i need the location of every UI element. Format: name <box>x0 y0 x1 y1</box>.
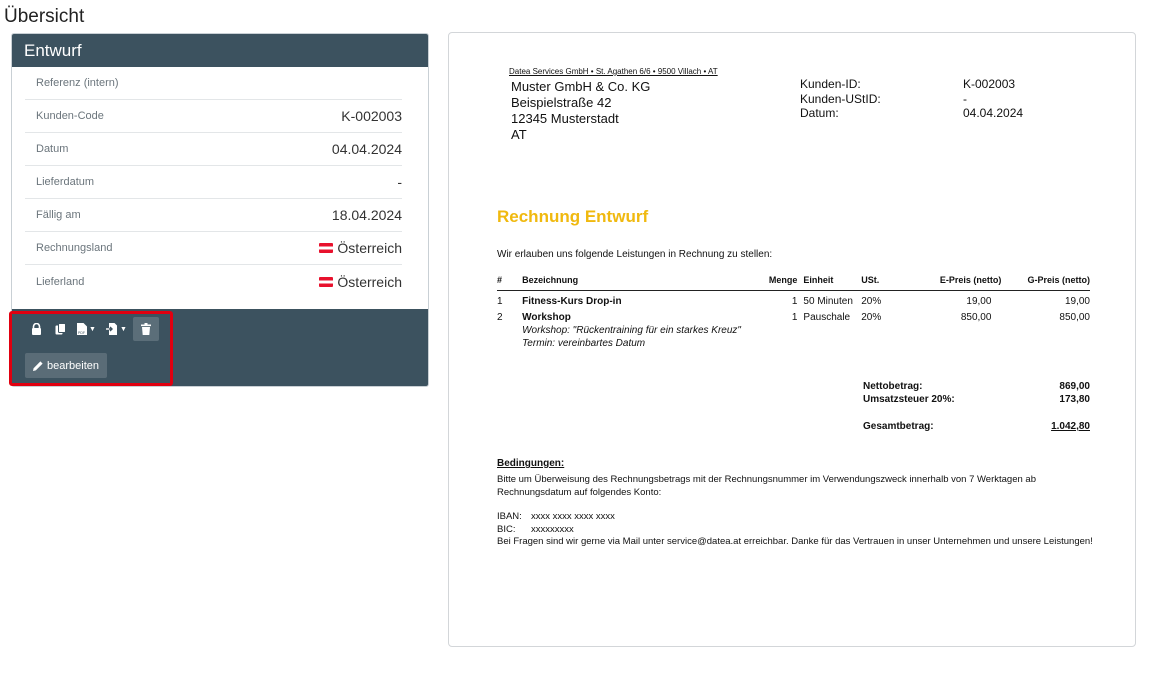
meta-value: - <box>963 91 967 106</box>
lock-button[interactable] <box>25 317 47 341</box>
detail-label: Referenz (intern) <box>36 77 119 89</box>
iban-row <box>497 511 1097 524</box>
column-header: Einheit <box>803 273 861 291</box>
item-total: 19,00 <box>1064 296 1090 307</box>
item-total: 850,00 <box>1059 312 1090 323</box>
invoice-title: Rechnung Entwurf <box>497 207 649 226</box>
item-note: Termin: vereinbartes Datum <box>522 338 646 349</box>
detail-row-delivery-country <box>25 265 402 298</box>
recipient-line: AT <box>511 127 527 142</box>
action-toolbar <box>25 317 159 341</box>
line-items-table <box>497 273 1090 350</box>
column-header: Bezeichnung <box>522 273 741 291</box>
meta-row <box>800 92 1023 107</box>
detail-value: 18.04.2024 <box>331 207 402 223</box>
iban-value: xxxx xxxx xxxx xxxx <box>531 511 615 522</box>
table-row <box>497 291 1090 309</box>
recipient-line: Muster GmbH & Co. KG <box>511 79 651 94</box>
column-header: # <box>497 273 522 291</box>
item-unit-price: 850,00 <box>960 312 992 323</box>
gross-total-row <box>863 420 1090 433</box>
invoice-meta <box>800 77 1023 121</box>
lock-icon <box>31 323 42 335</box>
copy-button[interactable] <box>49 317 71 341</box>
meta-value: K-002003 <box>963 77 1016 91</box>
detail-row-customer-code <box>25 100 402 133</box>
item-quantity: 1 <box>791 296 798 307</box>
austria-flag-icon <box>319 277 333 287</box>
item-description <box>522 308 741 350</box>
detail-row-invoice-country <box>25 232 402 265</box>
closing-text: Bei Fragen sind wir gerne via Mail unter service@datea.at erreichbar. Danke für das Vertrauen in unser Unternehmen und unsere Leistungen! <box>497 536 1093 547</box>
copy-icon <box>55 323 66 335</box>
table-header-row <box>497 273 1090 291</box>
total-value: 1.042,80 <box>1051 421 1090 432</box>
item-number: 2 <box>497 312 503 323</box>
bic-value: xxxxxxxxx <box>531 523 574 535</box>
sender-line: Datea Services GmbH • St. Agathen 6/6 • 9500 Villach • AT <box>509 67 718 76</box>
edit-button[interactable] <box>25 353 107 378</box>
detail-row-reference <box>25 67 402 100</box>
detail-value: Österreich <box>337 273 402 290</box>
chevron-down-icon: ▼ <box>89 325 96 333</box>
item-unit: Pauschale <box>803 312 851 323</box>
total-label: Gesamtbetrag: <box>863 421 934 432</box>
column-header: E-Preis (netto) <box>906 273 1001 291</box>
conditions-text <box>497 474 1097 549</box>
total-value: 173,80 <box>1059 394 1090 405</box>
svg-text:PDF: PDF <box>78 331 85 335</box>
delete-button[interactable] <box>133 317 159 341</box>
bic-row <box>497 524 1097 537</box>
bic-label: BIC: <box>497 523 516 535</box>
detail-row-delivery-date <box>25 166 402 199</box>
item-unit-price: 19,00 <box>966 296 992 307</box>
item-number: 1 <box>497 296 503 307</box>
edit-button-label: bearbeiten <box>47 359 99 372</box>
column-header: Menge <box>741 273 803 291</box>
invoice-summary-card <box>11 33 429 387</box>
detail-value: 04.04.2024 <box>331 141 402 157</box>
net-total-row <box>863 380 1090 393</box>
payment-instructions: Bitte um Überweisung des Rechnungsbetrags mit der Rechnungsnummer im Verwendungszweck innerhalb von 7 Werktagen ab Rechnungsdatum auf folgendes Konto: <box>497 474 1036 498</box>
total-label: Umsatzsteuer 20%: <box>863 394 955 405</box>
item-vat: 20% <box>861 312 882 323</box>
page-title: Übersicht <box>4 6 85 27</box>
detail-label: Lieferdatum <box>36 176 95 188</box>
detail-label: Datum <box>36 143 69 155</box>
card-actions <box>12 309 428 386</box>
status-header: Entwurf <box>12 34 428 67</box>
export-dropdown-button[interactable] <box>102 317 131 341</box>
meta-value: 04.04.2024 <box>963 106 1024 120</box>
item-quantity: 1 <box>791 312 798 323</box>
recipient-line: Beispielstraße 42 <box>511 95 612 110</box>
pencil-icon <box>33 361 43 371</box>
table-row <box>497 308 1090 350</box>
item-vat: 20% <box>861 296 882 307</box>
meta-row <box>800 77 1023 92</box>
detail-label: Rechnungsland <box>36 242 113 254</box>
detail-value: - <box>397 174 402 190</box>
invoice-intro: Wir erlauben uns folgende Leistungen in Rechnung zu stellen: <box>497 249 773 260</box>
detail-label: Kunden-Code <box>36 110 104 122</box>
invoice-totals <box>863 380 1090 433</box>
tax-total-row <box>863 393 1090 406</box>
meta-key: Kunden-UStID: <box>800 91 881 106</box>
detail-value: K-002003 <box>341 108 402 124</box>
recipient-address <box>511 79 650 143</box>
column-header: G-Preis (netto) <box>1001 273 1090 291</box>
conditions-heading: Bedingungen: <box>497 458 565 469</box>
austria-flag-icon <box>319 243 333 253</box>
trash-icon <box>141 323 151 335</box>
detail-row-due-date <box>25 199 402 232</box>
item-name: Workshop <box>522 312 571 323</box>
meta-row <box>800 106 1023 121</box>
column-header: USt. <box>861 273 906 291</box>
detail-row-date <box>25 133 402 166</box>
chevron-down-icon: ▼ <box>119 325 127 333</box>
item-name: Fitness-Kurs Drop-in <box>522 296 622 307</box>
recipient-line: 12345 Musterstadt <box>511 111 619 126</box>
meta-key: Kunden-ID: <box>800 77 861 91</box>
invoice-preview <box>448 32 1136 647</box>
detail-value: Österreich <box>337 240 402 256</box>
total-value: 869,00 <box>1059 381 1090 392</box>
export-icon <box>106 323 118 335</box>
item-note: Workshop: "Rückentraining für ein starkes Kreuz" <box>522 325 741 336</box>
meta-key: Datum: <box>800 106 839 120</box>
pdf-dropdown-button[interactable] <box>73 317 100 341</box>
item-unit: 50 Minuten <box>803 296 853 307</box>
details-list <box>12 67 428 298</box>
pdf-icon <box>77 323 87 335</box>
total-label: Nettobetrag: <box>863 381 923 392</box>
iban-label: IBAN: <box>497 511 522 522</box>
detail-label: Lieferland <box>36 275 85 288</box>
detail-label: Fällig am <box>36 209 81 221</box>
